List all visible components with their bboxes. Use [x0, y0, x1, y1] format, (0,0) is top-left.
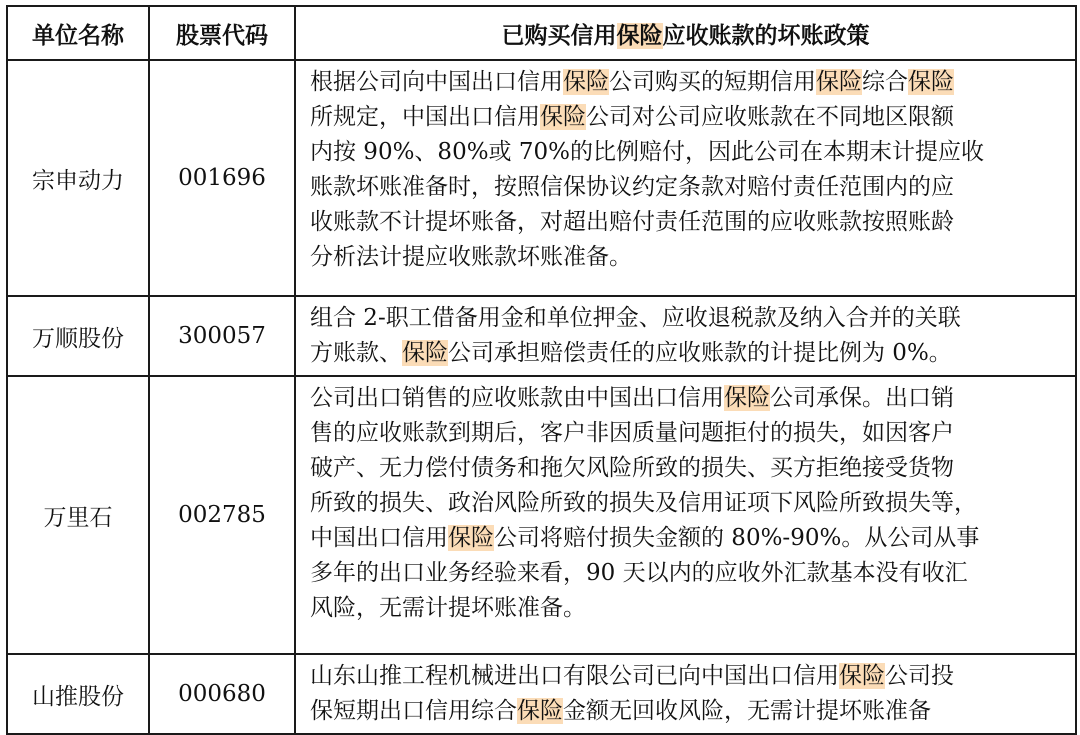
company-name: 山推股份 — [7, 654, 149, 734]
policy-line: 保短期出口信用综合保险金额无回收风险，无需计提坏账准备 — [310, 698, 931, 724]
policy-text — [295, 376, 1076, 654]
stock-code: 002785 — [149, 376, 295, 654]
bad-debt-policy-table — [6, 5, 1077, 735]
highlighted-keyword: 保险 — [816, 69, 862, 95]
policy-line: 多年的出口业务经验来看，90 天以内的应收外汇款基本没有收汇 — [310, 560, 968, 586]
stock-code: 001696 — [149, 60, 295, 296]
policy-line: 收账款不计提坏账备，对超出赔付责任范围的应收账款按照账龄 — [310, 209, 954, 235]
policy-line: 组合 2-职工借备用金和单位押金、应收退税款及纳入合并的关联 — [310, 305, 961, 331]
policy-line: 账款坏账准备时，按照信保协议约定条款对赔付责任范围内的应 — [310, 174, 954, 200]
header-policy: 已购买信用保险应收账款的坏账政策 — [295, 6, 1076, 60]
table-row — [7, 654, 1076, 734]
policy-line: 内按 90%、80%或 70%的比例赔付，因此公司在本期末计提应收 — [310, 139, 984, 165]
policy-line: 所规定，中国出口信用保险公司对公司应收账款在不同地区限额 — [310, 104, 954, 130]
company-name: 宗申动力 — [7, 60, 149, 296]
policy-line: 破产、无力偿付债务和拖欠风险所致的损失、买方拒绝接受货物 — [310, 455, 954, 481]
policy-line: 方账款、保险公司承担赔偿责任的应收账款的计提比例为 0%。 — [310, 340, 952, 366]
highlighted-keyword: 保险 — [839, 663, 885, 689]
policy-line: 风险，无需计提坏账准备。 — [310, 595, 586, 621]
highlighted-keyword: 保险 — [448, 525, 494, 551]
highlighted-keyword: 保险 — [908, 69, 954, 95]
policy-text — [295, 654, 1076, 734]
policy-table-wrapper — [6, 5, 1077, 735]
stock-code: 300057 — [149, 296, 295, 376]
table-row — [7, 296, 1076, 376]
stock-code: 000680 — [149, 654, 295, 734]
policy-line: 山东山推工程机械进出口有限公司已向中国出口信用保险公司投 — [310, 663, 954, 689]
policy-line: 售的应收账款到期后，客户非因质量问题拒付的损失，如因客户 — [310, 420, 954, 446]
table-row — [7, 376, 1076, 654]
policy-line: 根据公司向中国出口信用保险公司购买的短期信用保险综合保险 — [310, 69, 954, 95]
company-name: 万里石 — [7, 376, 149, 654]
highlighted-keyword: 保险 — [724, 385, 770, 411]
policy-line: 公司出口销售的应收账款由中国出口信用保险公司承保。出口销 — [310, 385, 954, 411]
highlighted-keyword: 保险 — [517, 698, 563, 724]
policy-text — [295, 296, 1076, 376]
policy-line: 所致的损失、政治风险所致的损失及信用证项下风险所致损失等， — [310, 490, 977, 516]
highlighted-keyword: 保险 — [563, 69, 609, 95]
highlighted-keyword: 保险 — [402, 340, 448, 366]
header-company-name: 单位名称 — [7, 6, 149, 60]
company-name: 万顺股份 — [7, 296, 149, 376]
table-row — [7, 60, 1076, 296]
highlighted-keyword: 保险 — [540, 104, 586, 130]
highlighted-keyword: 保险 — [616, 22, 663, 49]
policy-line: 分析法计提应收账款坏账准备。 — [310, 244, 632, 270]
header-stock-code: 股票代码 — [149, 6, 295, 60]
policy-line: 中国出口信用保险公司将赔付损失金额的 80%-90%。从公司从事 — [310, 525, 980, 551]
table-header-row — [7, 6, 1076, 60]
policy-text — [295, 60, 1076, 296]
